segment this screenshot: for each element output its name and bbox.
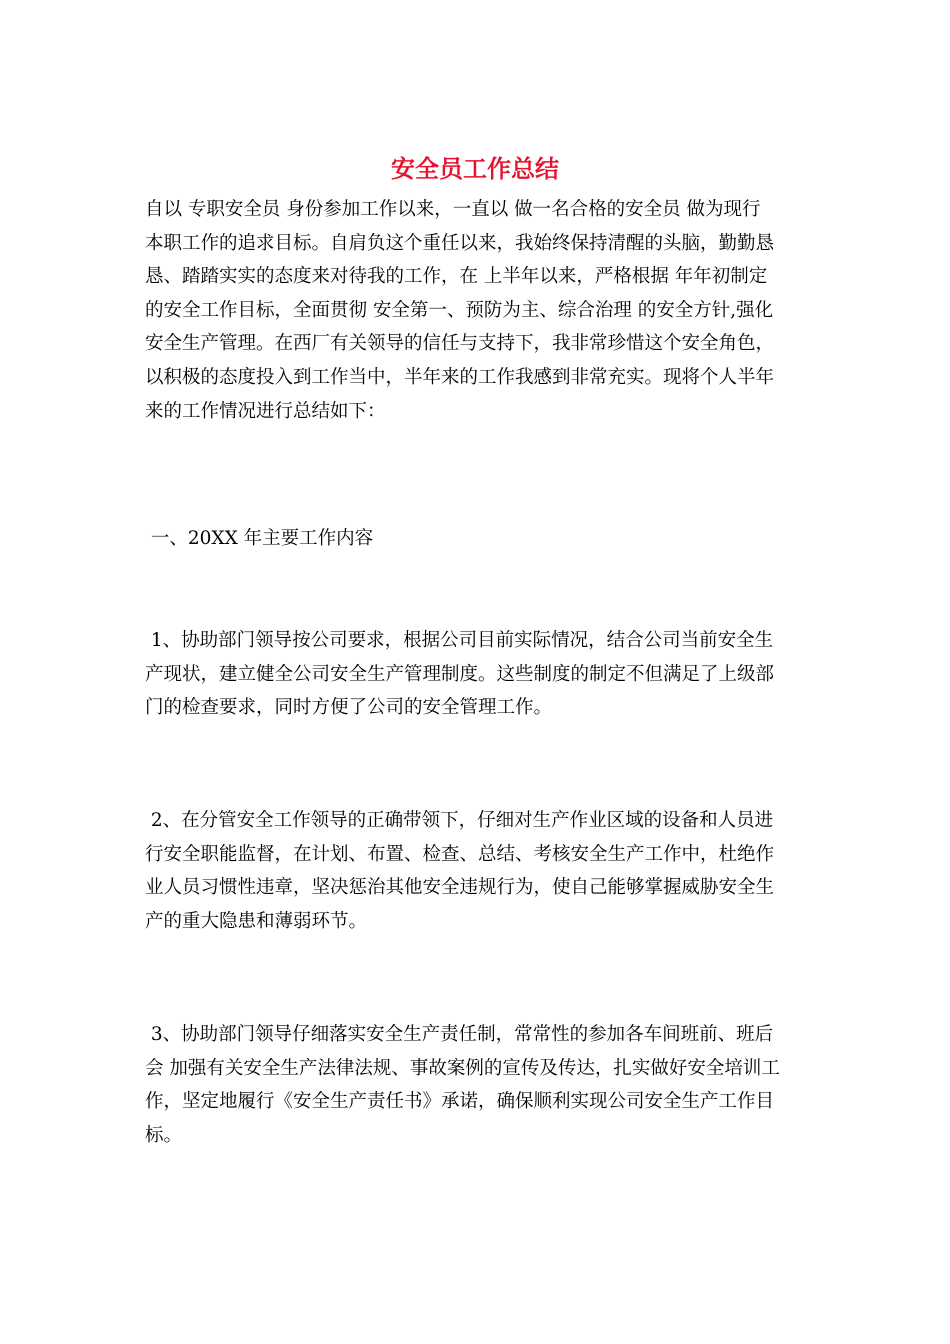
item-3-line: 标。 (145, 1124, 183, 1146)
intro-line: 以积极的态度投入到工作当中，半年来的工作我感到非常充实。现将个人半年 (145, 366, 775, 388)
intro-line: 来的工作情况进行总结如下： (145, 400, 386, 422)
item-1-line: 产现状，建立健全公司安全生产管理制度。这些制度的制定不但满足了上级部 (145, 663, 775, 685)
item-3-line: 作，坚定地履行《安全生产责任书》承诺，确保顺利实现公司安全生产工作目 (145, 1091, 775, 1113)
intro-line: 本职工作的追求目标。自肩负这个重任以来，我始终保持清醒的头脑，勤勤恳 (145, 232, 775, 254)
item-3-paragraph (145, 1018, 815, 1152)
intro-line: 恳、踏踏实实的态度来对待我的工作，在 上半年以来，严格根据 年年初制定 (145, 266, 768, 288)
document-title: 安全员工作总结 (391, 154, 559, 183)
item-2-line: 产的重大隐患和薄弱环节。 (145, 910, 368, 932)
item-3-line: 3、协助部门领导仔细落实安全生产责任制，常常性的参加各车间班前、班后 (145, 1024, 774, 1045)
item-2-line: 行安全职能监督，在计划、布置、检查、总结、考核安全生产工作中，杜绝作 (145, 843, 775, 865)
item-2-paragraph (145, 804, 815, 938)
item-2-line: 2、在分管安全工作领导的正确带领下，仔细对生产作业区域的设备和人员进 (145, 810, 774, 831)
section-heading-text: 一、20XX 年主要工作内容 (145, 528, 374, 549)
intro-line: 自以 专职安全员 身份参加工作以来，一直以 做一名合格的安全员 做为现行 (145, 199, 761, 220)
intro-line: 安全生产管理。在西厂有关领导的信任与支持下，我非常珍惜这个安全角色， (145, 333, 775, 355)
item-2-line: 业人员习惯性违章，坚决惩治其他安全违规行为，使自己能够掌握威胁安全生 (145, 877, 775, 899)
intro-paragraph (145, 193, 815, 428)
item-3-line: 会 加强有关安全生产法律法规、事故案例的宣传及传达，扎实做好安全培训工 (145, 1057, 780, 1079)
item-1-line: 1、协助部门领导按公司要求，根据公司目前实际情况，结合公司当前安全生 (145, 630, 774, 651)
section-heading (145, 522, 815, 556)
item-1-paragraph (145, 624, 815, 725)
item-1-line: 门的检查要求，同时方便了公司的安全管理工作。 (145, 697, 553, 719)
intro-line: 的安全工作目标，全面贯彻 安全第一、预防为主、综合治理 的安全方针,强化 (145, 299, 774, 321)
